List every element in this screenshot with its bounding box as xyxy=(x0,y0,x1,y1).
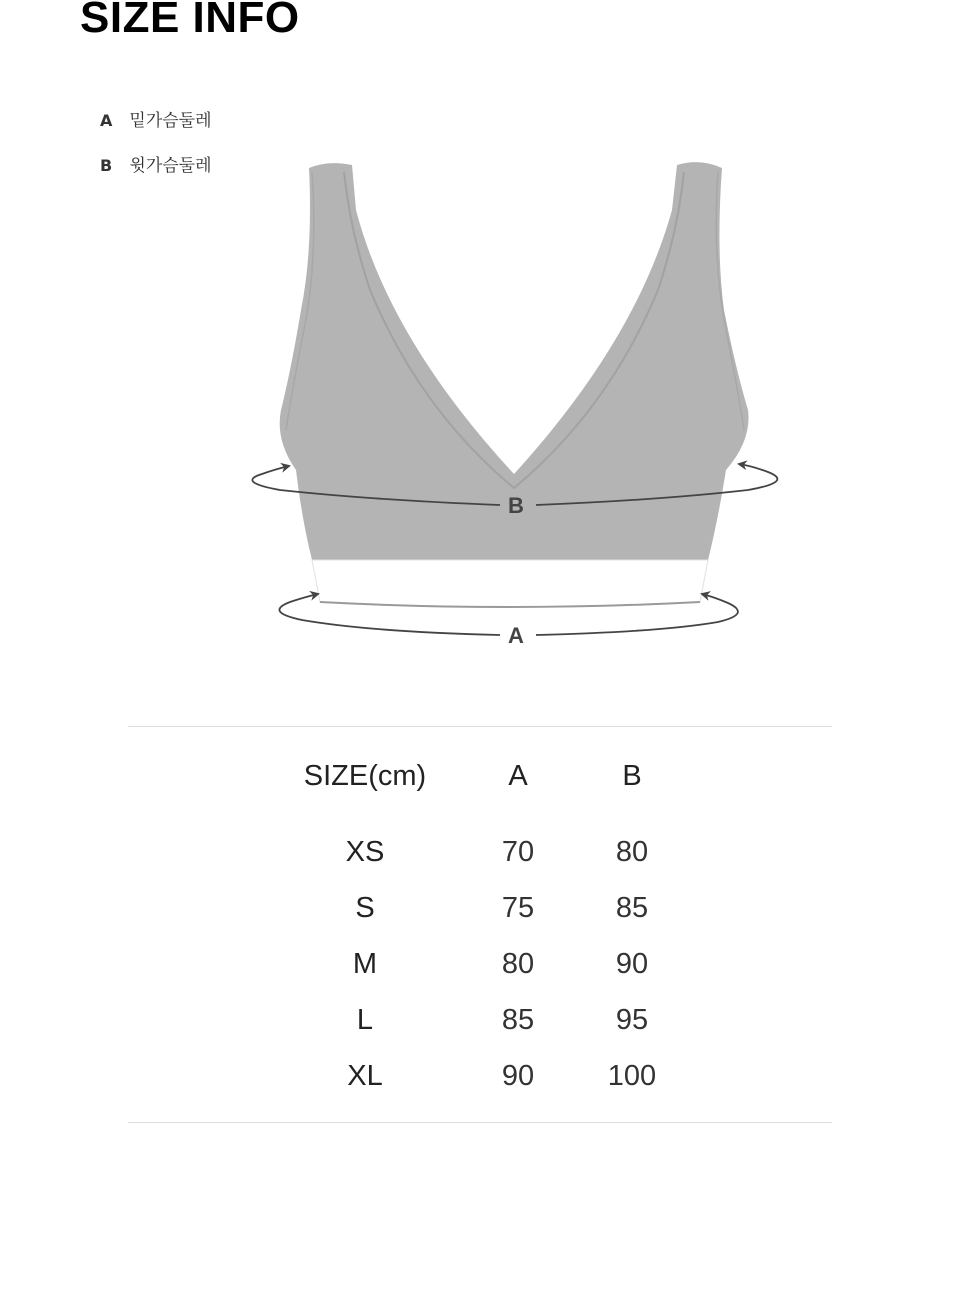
value-b-cell: 80 xyxy=(615,836,649,868)
table-bottom-divider xyxy=(128,1122,832,1123)
legend-label-b: 윗가슴둘레 xyxy=(129,156,212,176)
table-row xyxy=(0,1000,960,1056)
value-a-cell: 90 xyxy=(501,1060,535,1092)
value-a-cell: 85 xyxy=(501,1004,535,1036)
size-cell: XL xyxy=(347,1060,383,1092)
table-top-divider xyxy=(128,726,832,727)
value-a-cell: 80 xyxy=(501,948,535,980)
measure-a-label: A xyxy=(508,623,524,648)
size-cell: S xyxy=(355,892,375,924)
table-header-row xyxy=(0,756,960,796)
column-header-b: B xyxy=(622,760,642,792)
size-cell: M xyxy=(352,948,378,980)
column-header-a: A xyxy=(508,760,528,792)
size-table xyxy=(0,756,960,1112)
table-row xyxy=(0,944,960,1000)
table-row xyxy=(0,888,960,944)
table-row xyxy=(0,832,960,888)
page-title: SIZE INFO xyxy=(80,0,300,42)
value-a-cell: 75 xyxy=(501,892,535,924)
legend-key-a: A xyxy=(100,111,113,130)
under-band xyxy=(312,560,708,607)
value-b-cell: 90 xyxy=(615,948,649,980)
legend-label-a: 밑가슴둘레 xyxy=(129,111,212,131)
value-b-cell: 95 xyxy=(615,1004,649,1036)
value-b-cell: 100 xyxy=(607,1060,657,1092)
size-cell: XS xyxy=(345,836,385,868)
value-a-cell: 70 xyxy=(501,836,535,868)
size-cell: L xyxy=(356,1004,374,1036)
measure-b-label: B xyxy=(508,493,524,518)
value-b-cell: 85 xyxy=(615,892,649,924)
column-header-size: SIZE(cm) xyxy=(303,760,427,792)
legend-key-b: B xyxy=(100,156,113,175)
table-row xyxy=(0,1056,960,1112)
